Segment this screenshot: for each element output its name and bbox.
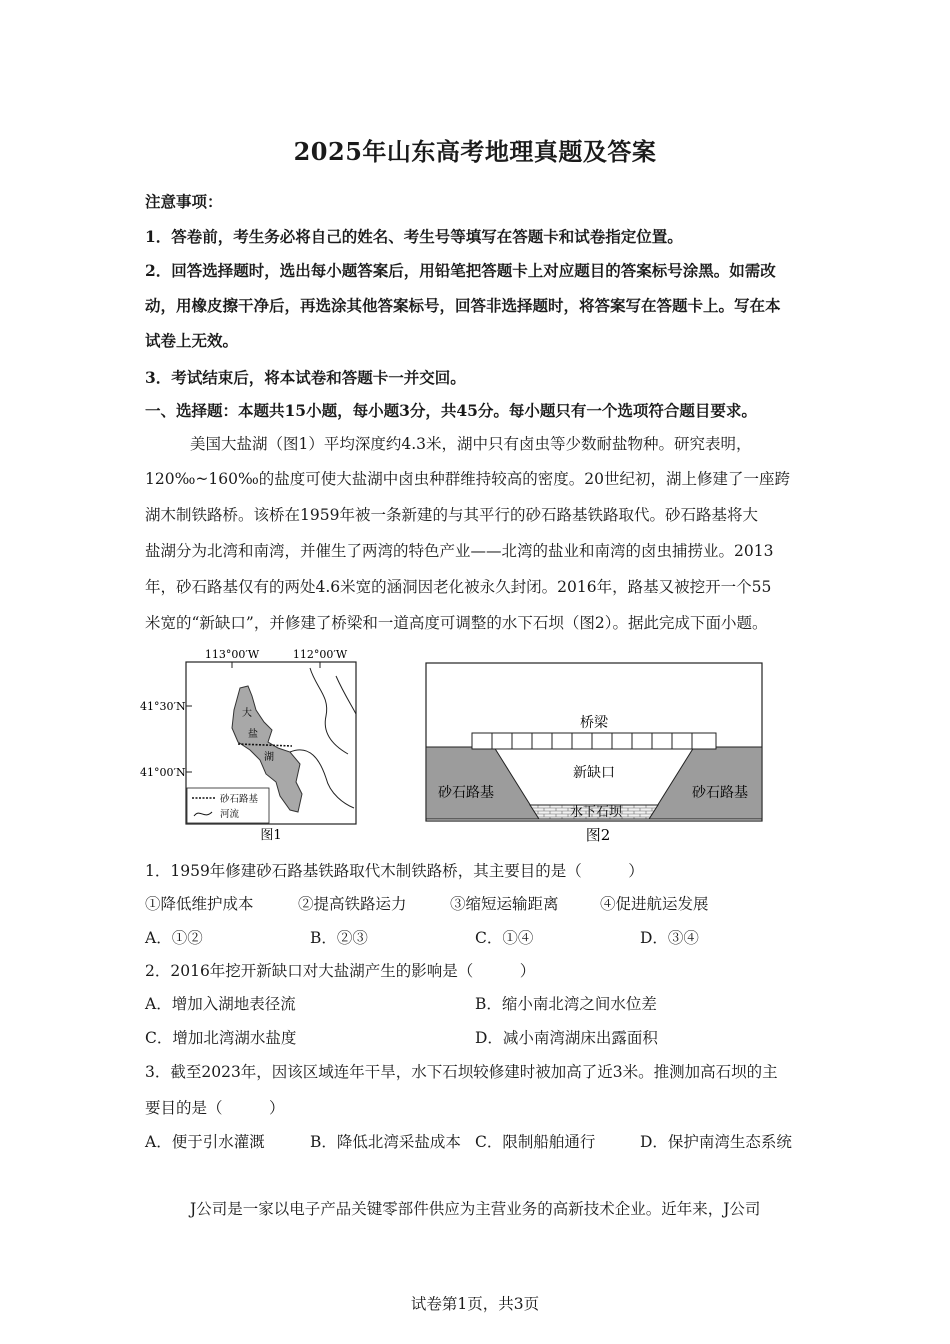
fig2-caption: 图2 xyxy=(585,826,611,844)
q2-option-a: A．增加入湖地表径流 xyxy=(145,995,296,1013)
question-2-stem: 2．2016年挖开新缺口对大盐湖产生的影响是（ ） xyxy=(145,962,536,980)
fig1-lon-2: 112°00′W xyxy=(292,648,348,661)
fig2-bridge-deck xyxy=(472,733,716,749)
fig2-gap-label: 新缺口 xyxy=(573,765,615,781)
fig1-lake-char-3: 湖 xyxy=(264,752,274,763)
fig1-lon-1: 113°00′W xyxy=(204,648,260,661)
page-footer: 试卷第1页，共3页 xyxy=(410,1295,540,1313)
fig2-dam-label: 水下石坝 xyxy=(569,805,623,820)
fig1-lat-2: 41°00′N xyxy=(140,766,186,779)
q1-item-4: ④促进航运发展 xyxy=(600,895,709,913)
figure-1-map xyxy=(140,644,370,844)
passage-1-line-6: 米宽的“新缺口”，并修建了桥梁和一道高度可调整的水下石坝（图2）。据此完成下面小题。 xyxy=(145,614,768,632)
fig1-lake-char-1: 大 xyxy=(242,708,252,719)
notice-item-2-line-2: 动，用橡皮擦干净后，再选涂其他答案标号，回答非选择题时，将答案写在答题卡上。写在本 xyxy=(145,296,781,315)
fig2-left-base-label: 砂石路基 xyxy=(438,785,494,801)
q1-item-2: ②提高铁路运力 xyxy=(298,895,407,913)
q1-option-a: A．①② xyxy=(145,929,203,947)
q3-option-b: B．降低北湾采盐成本 xyxy=(310,1133,461,1151)
q3-option-c: C．限制船舶通行 xyxy=(475,1133,596,1151)
question-1-stem: 1．1959年修建砂石路基铁路取代木制铁路桥，其主要目的是（ ） xyxy=(145,862,644,880)
q2-option-c: C．增加北湾湖水盐度 xyxy=(145,1029,297,1047)
figure-2-cross-section xyxy=(424,661,764,846)
page-title: 2025年山东高考地理真题及答案 xyxy=(293,137,657,166)
section-1-heading: 一、选择题：本题共15小题，每小题3分，共45分。每小题只有一个选项符合题目要求。 xyxy=(145,401,757,420)
fig2-bridge-label: 桥梁 xyxy=(580,715,608,731)
fig1-lake-char-2: 盐 xyxy=(248,729,258,740)
passage-1-line-5: 年，砂石路基仅有的两处4.6米宽的涵洞因老化被永久封闭。2016年，路基又被挖开一个55 xyxy=(145,578,772,596)
passage-1-line-4: 盐湖分为北湾和南湾，并催生了两湾的特色产业——北湾的盐业和南湾的卤虫捕捞业。2013 xyxy=(145,542,774,560)
q1-item-3: ③缩短运输距离 xyxy=(450,895,559,913)
q1-item-1: ①降低维护成本 xyxy=(145,895,254,913)
fig1-caption: 图1 xyxy=(260,828,282,843)
q3-option-a: A．便于引水灌溉 xyxy=(145,1133,265,1151)
notice-item-1: 1．答卷前，考生务必将自己的姓名、考生号等填写在答题卡和试卷指定位置。 xyxy=(145,227,683,246)
notice-item-3: 3．考试结束后，将本试卷和答题卡一并交回。 xyxy=(145,368,466,387)
fig1-legend-river-label: 河流 xyxy=(220,809,240,820)
notice-item-2-line-3: 试卷上无效。 xyxy=(145,331,239,350)
passage-1-line-1: 美国大盐湖（图1）平均深度约4.3米，湖中只有卤虫等少数耐盐物种。研究表明， xyxy=(190,435,752,453)
question-3-stem-line-1: 3．截至2023年，因该区域连年干旱，水下石坝较修建时被加高了近3米。推测加高石坝的主 xyxy=(145,1063,778,1081)
q1-option-b: B．②③ xyxy=(310,929,368,947)
passage-1-line-3: 湖木制铁路桥。该桥在1959年被一条新建的与其平行的砂石路基铁路取代。砂石路基将大 xyxy=(145,506,758,524)
q1-option-c: C．①④ xyxy=(475,929,534,947)
passage-2-line-1: J公司是一家以电子产品关键零部件供应为主营业务的高新技术企业。近年来，J公司 xyxy=(190,1200,761,1218)
fig1-legend-road-label: 砂石路基 xyxy=(220,794,259,805)
q1-option-d: D．③④ xyxy=(640,929,699,947)
fig1-lat-1: 41°30′N xyxy=(140,700,186,713)
notice-heading: 注意事项： xyxy=(145,192,223,211)
q3-option-d: D．保护南湾生态系统 xyxy=(640,1133,792,1151)
passage-1-line-2: 120‰~160‰的盐度可使大盐湖中卤虫种群维持较高的密度。20世纪初，湖上修建了一座跨 xyxy=(145,470,790,488)
q2-option-b: B．缩小南北湾之间水位差 xyxy=(475,995,657,1013)
notice-item-2-line-1: 2．回答选择题时，选出每小题答案后，用铅笔把答题卡上对应题目的答案标号涂黑。如需改 xyxy=(145,261,776,280)
q2-option-d: D．减小南湾湖床出露面积 xyxy=(475,1029,658,1047)
question-3-stem-line-2: 要目的是（ ） xyxy=(145,1099,285,1117)
fig2-right-base-label: 砂石路基 xyxy=(692,785,748,801)
